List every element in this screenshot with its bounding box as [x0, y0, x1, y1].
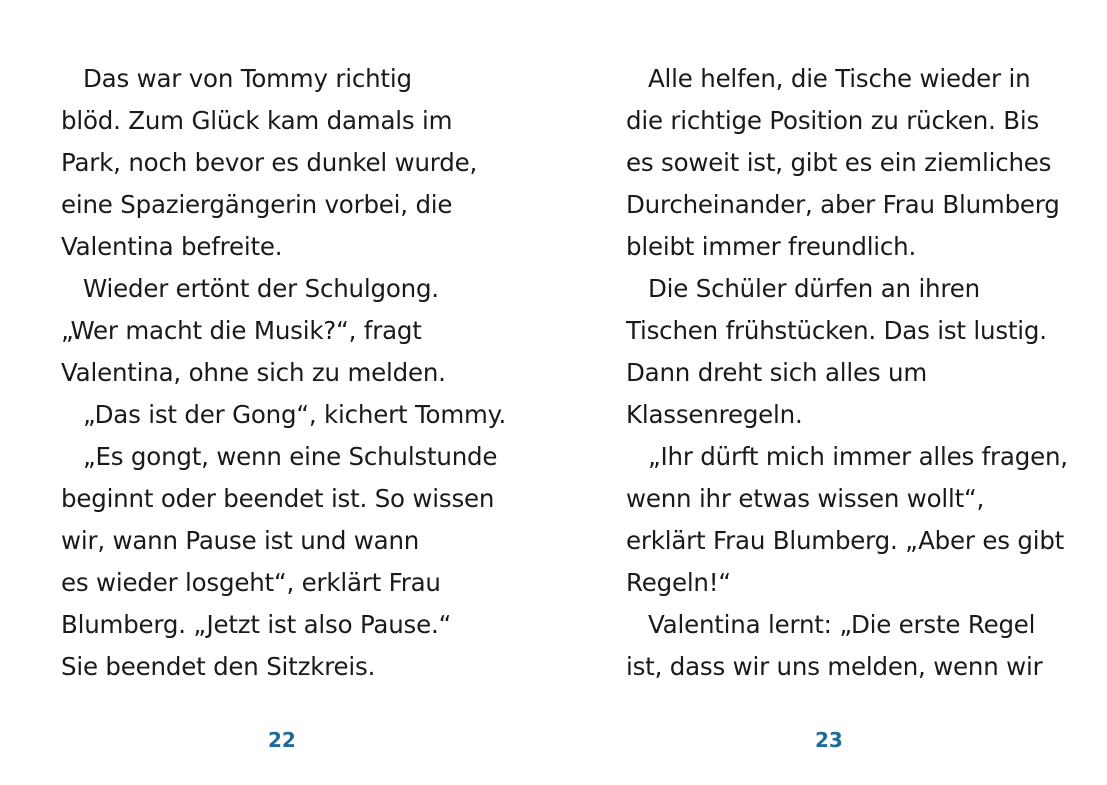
text-line: Dann dreht sich alles um [626, 358, 928, 387]
text-line: Alle helfen, die Tische wieder in [648, 64, 1031, 93]
text-line: Die Schüler dürfen an ihren [648, 274, 980, 303]
text-line: „Es gongt, wenn eine Schulstunde [83, 442, 498, 471]
text-line: die richtige Position zu rücken. Bis [626, 106, 1040, 135]
text-line: Park, noch bevor es dunkel wurde, [61, 148, 478, 177]
text-line: beginnt oder beendet ist. So wissen [61, 484, 495, 513]
text-line: Valentina, ohne sich zu melden. [61, 358, 446, 387]
text-line: Durcheinander, aber Frau Blumberg [626, 190, 1060, 219]
text-line: eine Spaziergängerin vorbei, die [61, 190, 453, 219]
text-line: es wieder losgeht“, erklärt Frau [61, 568, 441, 597]
text-line: wir, wann Pause ist und wann [61, 526, 420, 555]
text-line: „Wer macht die Musik?“, fragt [61, 316, 422, 345]
right-page-text [626, 58, 1096, 698]
page-number-right: 23 [815, 728, 843, 752]
text-line: ist, dass wir uns melden, wenn wir [626, 652, 1043, 681]
text-line: Wieder ertönt der Schulgong. [83, 274, 439, 303]
text-line: Valentina befreite. [61, 232, 283, 261]
text-line: erklärt Frau Blumberg. „Aber es gibt [626, 526, 1065, 555]
text-line: Sie beendet den Sitzkreis. [61, 652, 376, 681]
text-line: bleibt immer freundlich. [626, 232, 917, 261]
text-line: Das war von Tommy richtig [83, 64, 412, 93]
text-line: Valentina lernt: „Die erste Regel [648, 610, 1036, 639]
text-line: blöd. Zum Glück kam damals im [61, 106, 453, 135]
text-line: Regeln!“ [626, 568, 731, 597]
text-line: es soweit ist, gibt es ein ziemliches [626, 148, 1052, 177]
page-number-left: 22 [268, 728, 296, 752]
text-line: „Ihr dürft mich immer alles fragen, [648, 442, 1068, 471]
text-line: wenn ihr etwas wissen wollt“, [626, 484, 985, 513]
text-line: Blumberg. „Jetzt ist also Pause.“ [61, 610, 452, 639]
left-page-text [61, 58, 531, 698]
text-line: Klassenregeln. [626, 400, 803, 429]
text-line: Tischen frühstücken. Das ist lustig. [626, 316, 1047, 345]
text-line: „Das ist der Gong“, kichert Tommy. [83, 400, 507, 429]
